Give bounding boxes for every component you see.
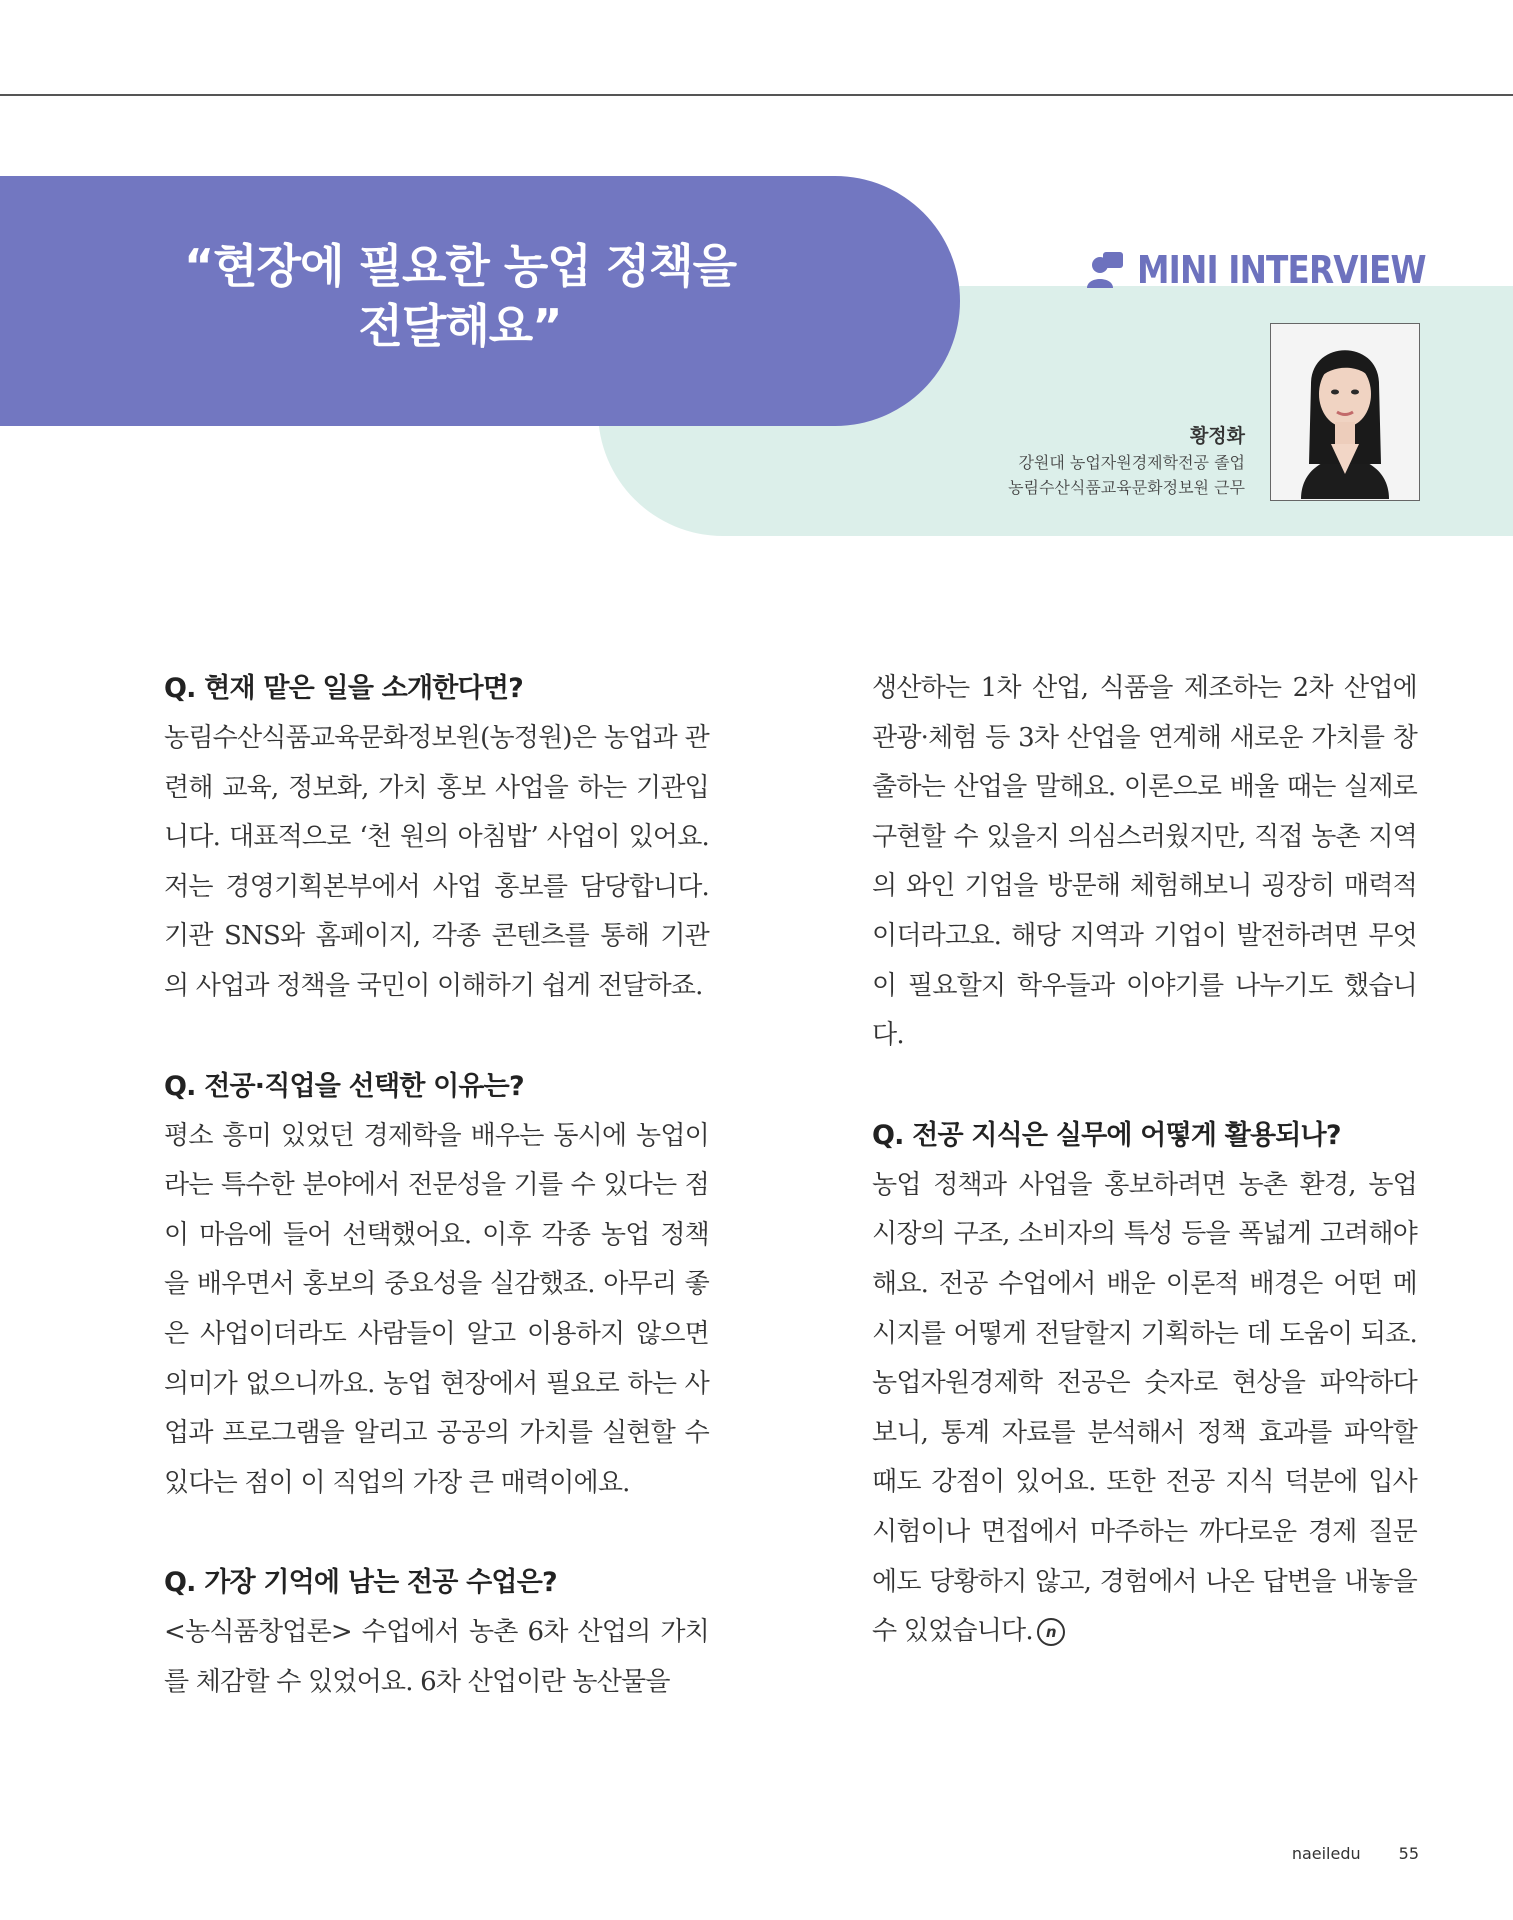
section-label bbox=[1085, 248, 1473, 292]
answer-4-text: 농업 정책과 사업을 홍보하려면 농촌 환경, 농업 시장의 구조, 소비자의 특성 등을 폭넓게 고려해야 해요. 전공 수업에서 배운 이론적 배경은 어떤 메시지를 어떻게 전달할지 기획하는 데 도움이 되죠. 농업자원경제학 전공은 숫자로 현상을 파악하다 보니, 통계 자료를 분석해서 정책 효과를 파악할 때도 강점이 있어요. 또한 전공 지식 덕분에 입사 시험이나 면접에서 마주하는 까다로운 경제 질문에도 당황하지 않고, 경험에서 나온 답변을 내놓을 수 있었습니다. bbox=[872, 1169, 1417, 1647]
page-number: 55 bbox=[1398, 1844, 1419, 1863]
profile-photo bbox=[1270, 323, 1420, 501]
headline bbox=[150, 236, 770, 356]
footer-brand: naeiledu bbox=[1291, 1844, 1361, 1863]
top-rule bbox=[0, 94, 1513, 96]
left-column bbox=[164, 664, 709, 1708]
headline-line-1: “현장에 필요한 농업 정책을 bbox=[183, 239, 737, 293]
profile-workplace: 농림수산식품교육문화정보원 근무 bbox=[1008, 478, 1245, 497]
question-4: Q. 전공 지식은 실무에 어떻게 활용되나? bbox=[872, 1119, 1341, 1151]
profile-info bbox=[1008, 422, 1245, 500]
section-label-text: MINI INTERVIEW bbox=[1137, 248, 1426, 292]
answer-3-continued: 생산하는 1차 산업, 식품을 제조하는 2차 산업에 관광·체험 등 3차 산업을 연계해 새로운 가치를 창출하는 산업을 말해요. 이론으로 배울 때는 실제로 구현할 수 있을지 의심스러웠지만, 직접 농촌 지역의 와인 기업을 방문해 체험해보니 굉장히 매력적이더라고요. 해당 지역과 기업이 발전하려면 무엇이 필요할지 학우들과 이야기를 나누기도 했습니다. bbox=[872, 673, 1417, 1051]
answer-1: 농림수산식품교육문화정보원(농정원)은 농업과 관련해 교육, 정보화, 가치 홍보 사업을 하는 기관입니다. 대표적으로 ‘천 원의 아침밥’ 사업이 있어요. 저는 경영기획본부에서 사업 홍보를 담당합니다. 기관 SNS와 홈페이지, 각종 콘텐츠를 통해 기관의 사업과 정책을 국민이 이해하기 쉽게 전달하죠. bbox=[164, 723, 709, 1001]
page-footer bbox=[1292, 1844, 1419, 1863]
answer-3: <농식품창업론> 수업에서 농촌 6차 산업의 가치를 체감할 수 있었어요. 6차 산업이란 농산물을 bbox=[164, 1617, 709, 1697]
end-mark-icon: n bbox=[1037, 1618, 1065, 1646]
person-chat-icon bbox=[1085, 250, 1125, 290]
question-3: Q. 가장 기억에 남는 전공 수업은? bbox=[164, 1567, 557, 1599]
question-2: Q. 전공·직업을 선택한 이유는? bbox=[164, 1070, 524, 1102]
answer-2: 평소 흥미 있었던 경제학을 배우는 동시에 농업이라는 특수한 분야에서 전문성을 기를 수 있다는 점이 마음에 들어 선택했어요. 이후 각종 농업 정책을 배우면서 홍보의 중요성을 실감했죠. 아무리 좋은 사업이더라도 사람들이 알고 이용하지 않으면 의미가 없으니까요. 농업 현장에서 필요로 하는 사업과 프로그램을 알리고 공공의 가치를 실현할 수 있다는 점이 이 직업의 가장 큰 매력이에요. bbox=[164, 1120, 709, 1498]
profile-education: 강원대 농업자원경제학전공 졸업 bbox=[1018, 453, 1245, 472]
question-1: Q. 현재 맡은 일을 소개한다면? bbox=[164, 673, 523, 704]
right-column bbox=[872, 664, 1417, 1657]
answer-4 bbox=[872, 1161, 1417, 1657]
profile-name: 황정화 bbox=[1189, 425, 1245, 447]
headline-line-2: 전달해요” bbox=[358, 299, 562, 353]
